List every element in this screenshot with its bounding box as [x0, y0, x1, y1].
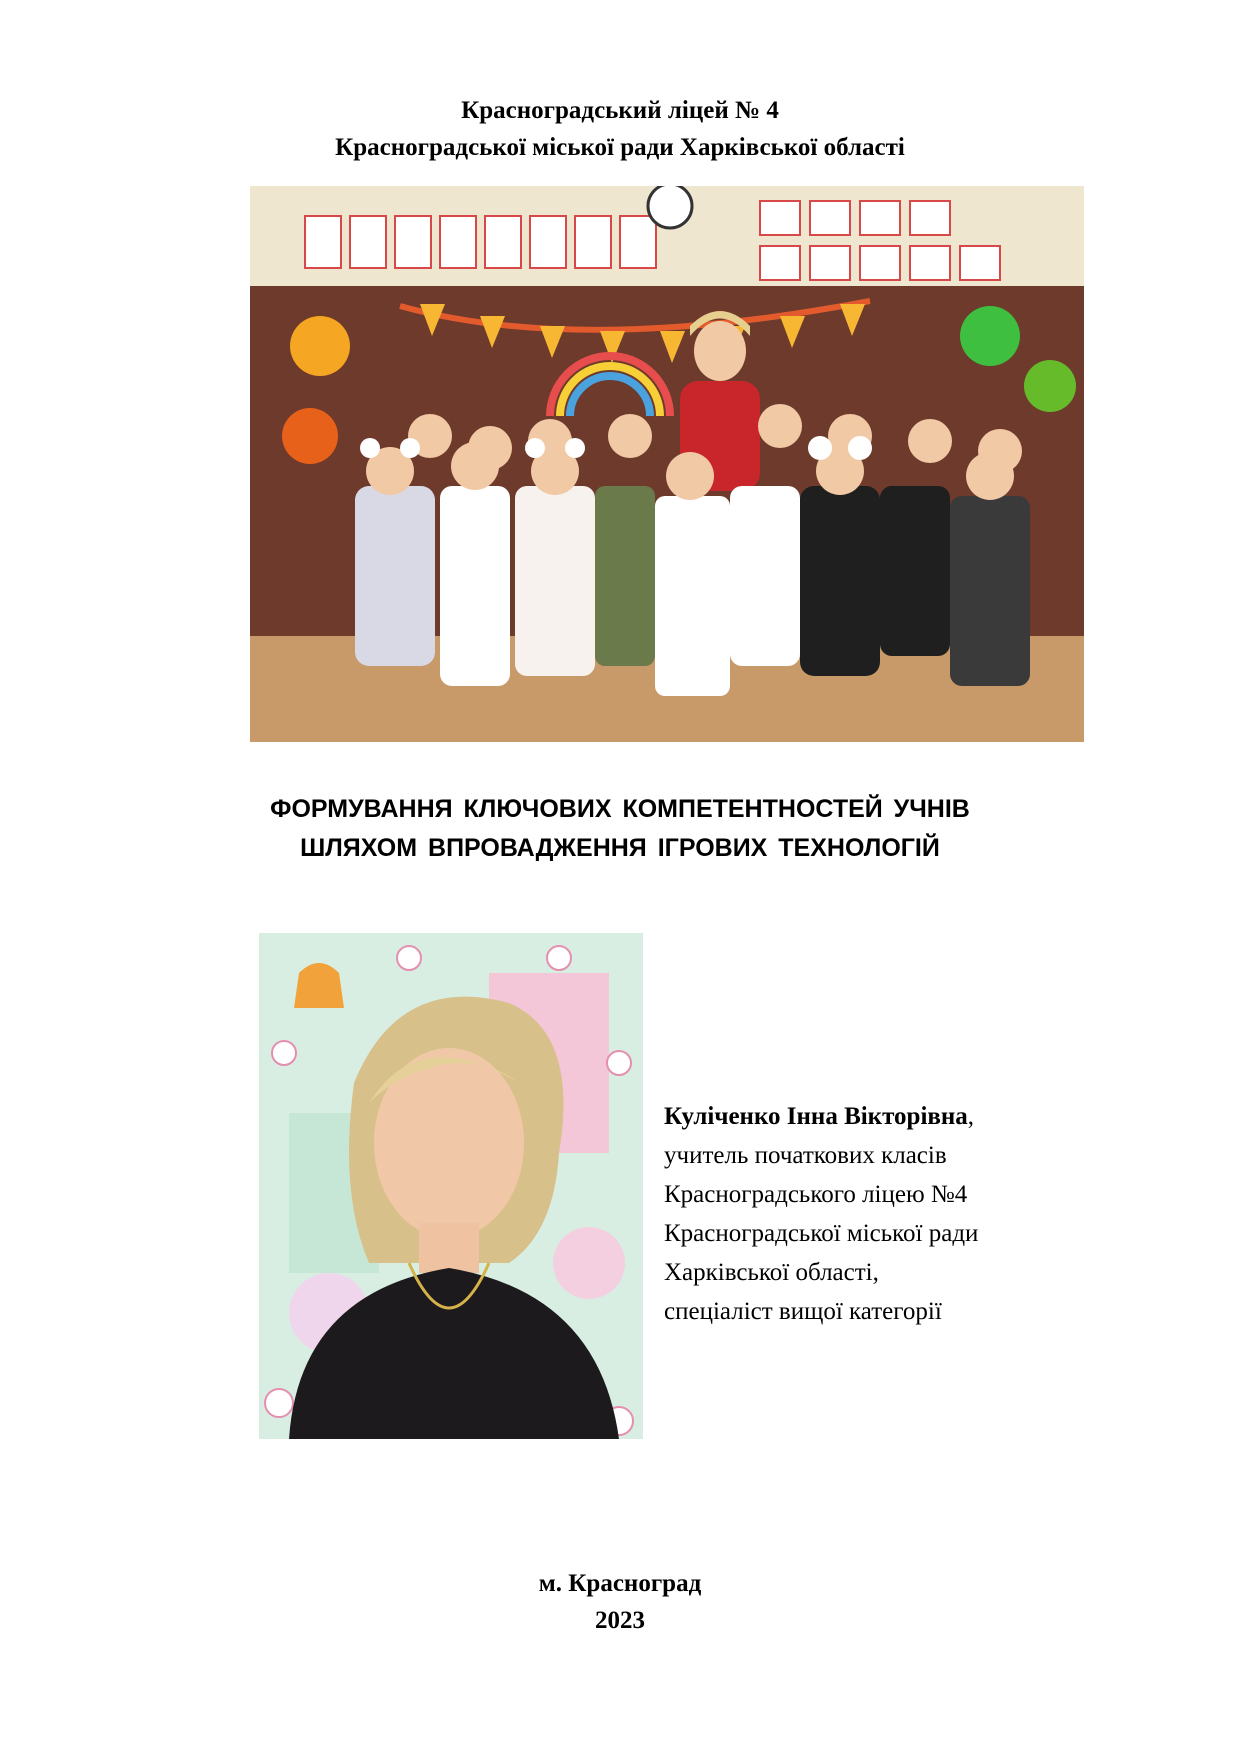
- teacher-name-line: [664, 1097, 1084, 1136]
- teacher-name: Куліченко Інна Вікторівна: [664, 1103, 968, 1130]
- teacher-info: [664, 1097, 1084, 1331]
- portrait-illustration: [259, 933, 643, 1439]
- teacher-region: Харківської області,: [664, 1259, 879, 1286]
- class-photo: [250, 186, 1084, 742]
- school-affiliation: Красноградської міської ради Харківської області: [335, 134, 905, 161]
- title-line-1: ФОРМУВАННЯ КЛЮЧОВИХ КОМПЕТЕНТНОСТЕЙ УЧНІВ: [270, 795, 970, 823]
- teacher-position: учитель початкових класів: [664, 1142, 947, 1169]
- title-line-2: ШЛЯХОМ ВПРОВАДЖЕННЯ ІГРОВИХ ТЕХНОЛОГІЙ: [300, 834, 940, 862]
- document-footer: [0, 1565, 1240, 1639]
- school-name: Красноградський ліцей № 4: [461, 97, 779, 124]
- class-photo-illustration: [250, 186, 1084, 742]
- teacher-category: спеціаліст вищої категорії: [664, 1298, 942, 1325]
- footer-year: 2023: [595, 1607, 645, 1634]
- teacher-council: Красноградської міської ради: [664, 1220, 979, 1247]
- footer-city: м. Красноград: [538, 1570, 702, 1597]
- school-header: [0, 92, 1240, 166]
- document-title: [0, 790, 1240, 868]
- teacher-portrait: [259, 933, 643, 1439]
- teacher-name-suffix: ,: [967, 1103, 975, 1130]
- teacher-school: Красноградського ліцею №4: [664, 1181, 968, 1208]
